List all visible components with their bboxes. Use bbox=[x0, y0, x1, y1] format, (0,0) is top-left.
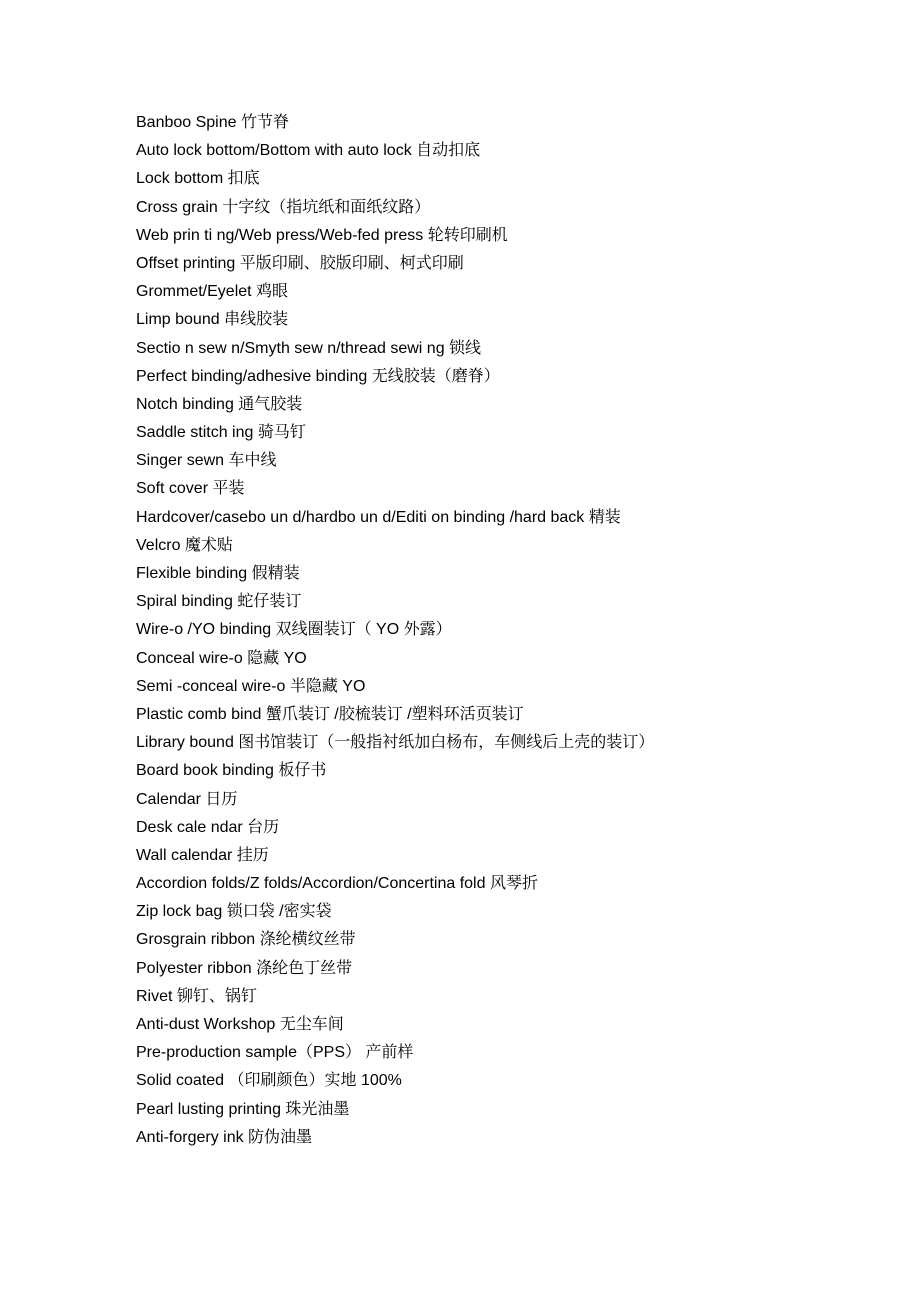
list-item: Desk cale ndar 台历 bbox=[136, 818, 280, 836]
list-item: Rivet 铆钉、锅钉 bbox=[136, 987, 257, 1005]
list-item: Pearl lusting printing 珠光油墨 bbox=[136, 1100, 350, 1118]
list-item: Lock bottom 扣底 bbox=[136, 170, 260, 188]
list-item: Anti-dust Workshop 无尘车间 bbox=[136, 1016, 344, 1033]
list-item: Grosgrain ribbon 涤纶横纹丝带 bbox=[136, 931, 356, 949]
list-item: Banboo Spine 竹节脊 bbox=[136, 114, 289, 131]
list-item: Wall calendar 挂历 bbox=[136, 846, 269, 864]
list-item: Polyester ribbon 涤纶色丁丝带 bbox=[136, 959, 353, 977]
list-item: Sectio n sew n/Smyth sew n/thread sewi ng 锁线 bbox=[136, 339, 482, 357]
list-item: Saddle stitch ing 骑马钉 bbox=[136, 424, 306, 442]
list-item: Velcro 魔术贴 bbox=[136, 536, 233, 554]
list-item: Limp bound 串线胶装 bbox=[136, 311, 289, 329]
list-item: Flexible binding 假精装 bbox=[136, 565, 300, 582]
list-item: Cross grain 十字纹（指坑纸和面纸纹路） bbox=[136, 198, 431, 216]
list-item: Grommet/Eyelet 鸡眼 bbox=[136, 283, 289, 301]
list-item: Anti-forgery ink 防伪油墨 bbox=[136, 1128, 313, 1146]
list-item: Board book binding 板仔书 bbox=[136, 762, 327, 780]
list-item: Hardcover/casebo un d/hardbo un d/Editi on binding /hard back 精装 bbox=[136, 508, 621, 526]
list-item: Library bound 图书馆装订（一般指衬纸加白杨布，车侧线后上壳的装订） bbox=[136, 734, 655, 752]
list-item: Auto lock bottom/Bottom with auto lock 自动扣底 bbox=[136, 142, 481, 160]
list-item: Semi -conceal wire-o 半隐藏 YO bbox=[136, 677, 366, 695]
list-item: Accordion folds/Z folds/Accordion/Concertina fold 风琴折 bbox=[136, 875, 538, 893]
list-item: Perfect binding/adhesive binding 无线胶装（磨脊） bbox=[136, 367, 500, 385]
list-item: Singer sewn 车中线 bbox=[136, 452, 277, 470]
list-item: Web prin ti ng/Web press/Web-fed press 轮转印刷机 bbox=[136, 226, 508, 244]
list-item: Spiral binding 蛇仔装订 bbox=[136, 593, 302, 611]
list-item: Soft cover 平装 bbox=[136, 480, 245, 498]
glossary-list bbox=[136, 113, 856, 1156]
list-item: Zip lock bag 锁口袋 /密实袋 bbox=[136, 903, 332, 921]
list-item: Pre-production sample（PPS） 产前样 bbox=[136, 1044, 414, 1062]
list-item: Plastic comb bind 蟹爪装订 /胶梳装订 /塑料环活页装订 bbox=[136, 705, 524, 723]
list-item: Wire-o /YO binding 双线圈装订（ YO 外露） bbox=[136, 621, 452, 639]
list-item: Solid coated （印刷颜色）实地 100% bbox=[136, 1072, 402, 1090]
list-item: Conceal wire-o 隐藏 YO bbox=[136, 649, 307, 667]
list-item: Calendar 日历 bbox=[136, 790, 238, 808]
list-item: Offset printing 平版印刷、胶版印刷、柯式印刷 bbox=[136, 254, 464, 272]
list-item: Notch binding 通气胶装 bbox=[136, 395, 303, 413]
